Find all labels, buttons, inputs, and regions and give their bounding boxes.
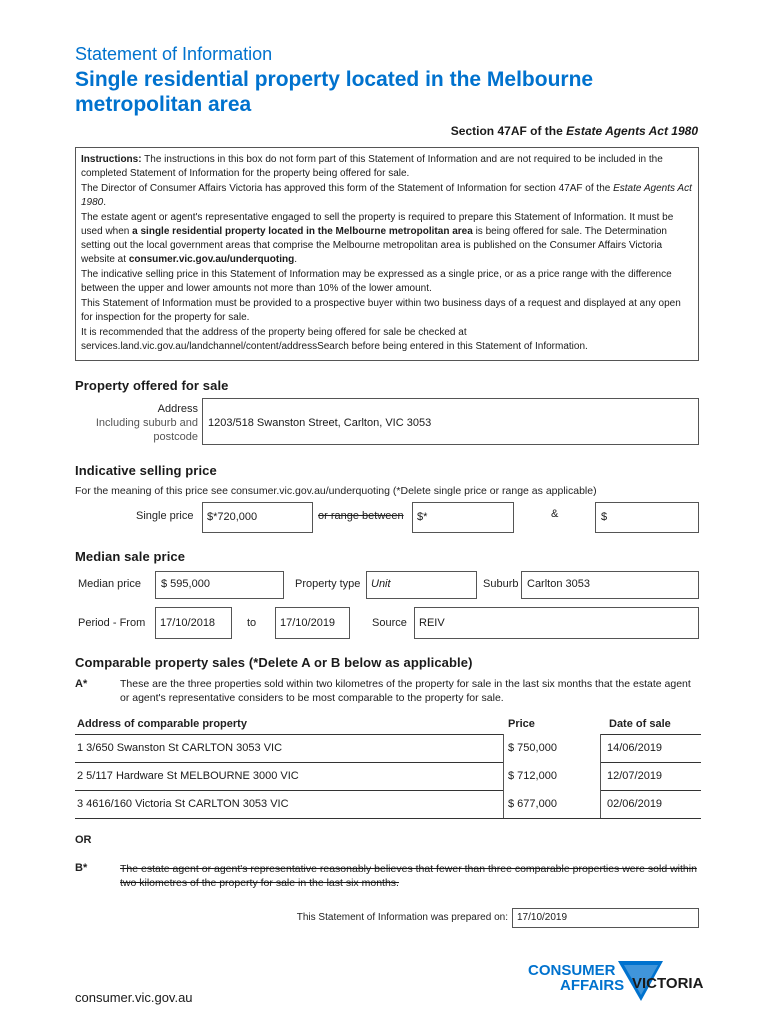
- instructions-box: [75, 147, 699, 361]
- range-low-field[interactable]: [412, 502, 514, 533]
- table-row: [75, 790, 701, 818]
- option-a-text: These are the three properties sold within two kilometres of the property for sale in the last six months that the estate agent or agent's representative considers to be most comparable to the property for sale.: [120, 678, 691, 704]
- instructions-paragraph: The indicative selling price in this Statement of Information may be expressed as a single price, or as a price range with the difference between the upper and lower amounts not more than 10% of the lower amount.: [81, 269, 672, 294]
- table-row: [75, 762, 701, 790]
- address-label-line3: postcode: [153, 431, 198, 443]
- indicative-note: For the meaning of this price see consumer.vic.gov.au/underquoting (*Delete single price or range as applicable): [75, 485, 597, 497]
- address-value: 1203/518 Swanston Street, Carlton, VIC 3053: [208, 417, 432, 429]
- document-title: Single residential property located in the Melbourne metropolitan area: [75, 68, 594, 116]
- period-from-field[interactable]: [155, 607, 232, 639]
- median-heading: Median sale price: [75, 549, 186, 564]
- table-row: [75, 734, 701, 762]
- option-b-marker: B*: [75, 862, 88, 874]
- instructions-paragraph: It is recommended that the address of the property being offered for sale be checked at services.land.vic.gov.au/landchannel/content/addressSearch before being entered in this Statement of Information.: [81, 327, 588, 352]
- row-price: $ 712,000: [508, 770, 557, 782]
- section-reference: [451, 124, 698, 138]
- column-header-price: Price: [508, 718, 535, 730]
- single-price-label: Single price: [136, 510, 194, 522]
- period-to-label: to: [247, 617, 257, 629]
- row-price: $ 750,000: [508, 742, 557, 754]
- option-a-marker: A*: [75, 678, 88, 690]
- row-date: 12/07/2019: [607, 770, 663, 782]
- suburb-field[interactable]: [521, 571, 699, 599]
- instructions-p2-act: Estate Agents Act 1980: [81, 183, 692, 208]
- logo-line1: CONSUMER: [528, 962, 616, 979]
- source-value: REIV: [419, 617, 445, 629]
- suburb-label: Suburb: [483, 578, 519, 590]
- instructions-paragraph: [81, 182, 693, 210]
- row-address: 2 5/117 Hardware St MELBOURNE 3000 VIC: [77, 770, 299, 782]
- range-low-value: $*: [417, 511, 428, 523]
- row-price-field[interactable]: [503, 790, 601, 818]
- period-from-value: 17/10/2018: [160, 617, 216, 629]
- property-type-label: Property type: [295, 578, 361, 590]
- instructions-paragraph: [81, 153, 693, 181]
- instructions-paragraph: This Statement of Information must be provided to a prospective buyer within two business days of a request and displayed at any open for inspection for the property for sale.: [81, 298, 681, 323]
- property-type-value: Unit: [371, 578, 391, 590]
- source-field[interactable]: [414, 607, 699, 639]
- instructions-p3d: consumer.vic.gov.au/underquoting: [128, 254, 295, 265]
- option-b-text: The estate agent or agent's representative reasonably believes that fewer than three comparable properties were sold within two kilometres of the property for sale in the last six months.: [120, 863, 697, 889]
- row-date: 14/06/2019: [607, 742, 663, 754]
- column-header-date: Date of sale: [609, 718, 671, 730]
- logo-line2: AFFAIRS: [560, 977, 625, 994]
- range-high-field[interactable]: [595, 502, 699, 533]
- source-label: Source: [372, 617, 407, 629]
- footer-url: consumer.vic.gov.au: [75, 990, 193, 1005]
- period-to-field[interactable]: [275, 607, 350, 639]
- consumer-affairs-victoria-logo: [528, 957, 718, 1007]
- indicative-heading: Indicative selling price: [75, 463, 217, 478]
- row-price-field[interactable]: [503, 762, 601, 790]
- instructions-p2: The Director of Consumer Affairs Victoria has approved this form of the Statement of Information for section 47AF of the: [81, 183, 614, 194]
- instructions-heading: Instructions:: [81, 154, 142, 165]
- median-price-label: Median price: [78, 578, 141, 590]
- section-act: Estate Agents Act 1980: [566, 124, 698, 138]
- logo-line3: VICTORIA: [632, 975, 704, 992]
- suburb-value: Carlton 3053: [527, 578, 590, 590]
- instructions-paragraph: [81, 211, 693, 267]
- address-field[interactable]: [202, 398, 699, 445]
- period-to-value: 17/10/2019: [280, 617, 336, 629]
- or-label: OR: [75, 834, 92, 846]
- row-address: 3 4616/160 Victoria St CARLTON 3053 VIC: [77, 798, 289, 810]
- column-header-address: Address of comparable property: [77, 718, 247, 730]
- instructions-p3e: .: [294, 254, 297, 265]
- instructions-p2-end: .: [103, 197, 107, 208]
- row-date: 02/06/2019: [607, 798, 663, 810]
- section-prefix: Section 47AF of the: [450, 124, 567, 138]
- instructions-p3b: a single residential property located in the Melbourne metropolitan area: [132, 226, 473, 237]
- header-label: Statement of Information: [75, 44, 273, 64]
- prepared-date-value: 17/10/2019: [517, 912, 568, 923]
- address-label-line2: Including suburb and: [95, 417, 198, 429]
- period-from-label: Period - From: [78, 617, 146, 629]
- table-divider: [75, 818, 701, 819]
- range-ampersand: &: [551, 508, 559, 520]
- instructions-p1: The instructions in this box do not form part of this Statement of Information and are not required to be included in the completed Statement of Information for the property being offered for sale.: [81, 154, 663, 179]
- range-high-value: $: [601, 511, 608, 523]
- instructions-p3c: is being offered for sale. The Determination setting out the local government areas that comprise the Melbourne metropolitan area is published on the Consumer Affairs Victoria website at: [81, 226, 667, 265]
- single-price-field[interactable]: [202, 502, 313, 533]
- property-type-field[interactable]: [366, 571, 477, 599]
- row-address: 1 3/650 Swanston St CARLTON 3053 VIC: [77, 742, 283, 754]
- median-price-value: $ 595,000: [161, 578, 210, 590]
- property-heading: Property offered for sale: [75, 378, 229, 393]
- median-price-field[interactable]: [155, 571, 284, 599]
- single-price-value: $*720,000: [207, 511, 258, 523]
- range-label: or range between: [318, 510, 404, 522]
- instructions-p3a: The estate agent or agent's representative engaged to sell the property is required to prepare this Statement of Information. It must be used when: [81, 212, 674, 237]
- row-price-field[interactable]: [503, 734, 601, 762]
- address-label-line1: Address: [157, 403, 198, 415]
- comparable-heading: Comparable property sales (*Delete A or B below as applicable): [75, 655, 473, 670]
- row-price: $ 677,000: [508, 798, 557, 810]
- logo-graphic: [528, 957, 718, 1007]
- prepared-date-field[interactable]: [512, 908, 699, 928]
- prepared-label: This Statement of Information was prepared on:: [296, 912, 508, 923]
